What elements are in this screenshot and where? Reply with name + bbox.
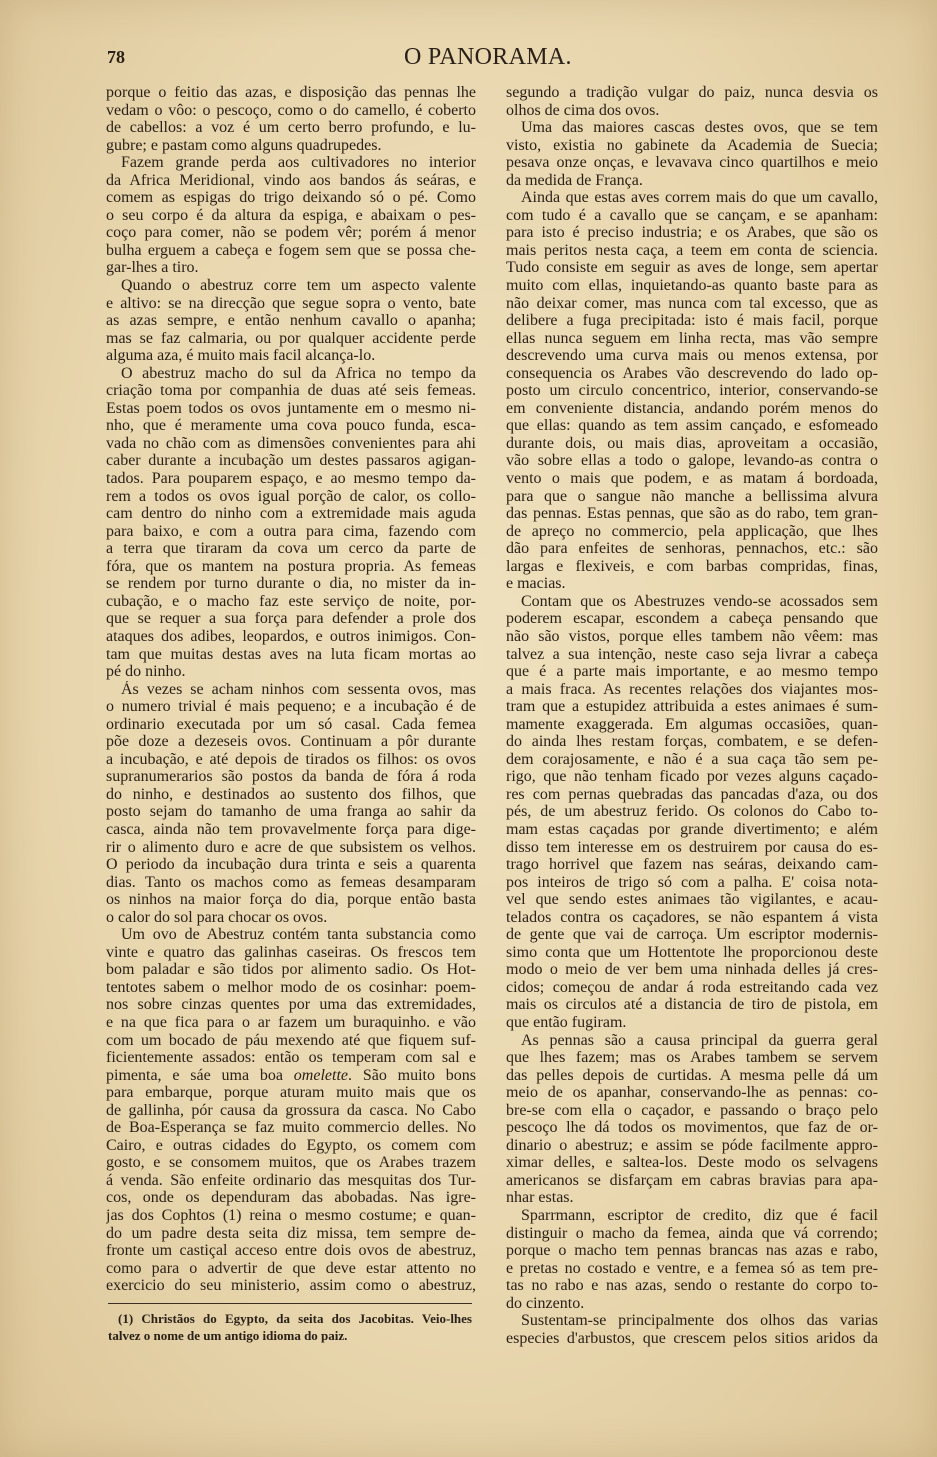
text-line: que então fugiram. (506, 1013, 627, 1031)
text-line: o seu corpo é da altura da espiga, e abaixam o pes- (106, 206, 476, 224)
footnote-rule (108, 1303, 472, 1304)
text-line: coço para comer, não se podem vêr; porém á menor (106, 224, 476, 242)
text-line: com tudo é a cavallo que se cançam, e se apanham: (506, 206, 878, 224)
text-line: da Africa Meridional, vindo aos bandos ás seáras, e (106, 171, 476, 189)
text-line: exercicio do seu ministerio, assim como o abestruz, (106, 1277, 476, 1295)
text-line: vel que sendo estes animaes tão vigilantes, e acau- (506, 891, 878, 909)
text-line: nhar estas. (506, 1189, 574, 1207)
text-line: mais os circulos até a distancia de tiro de pistola, em (506, 996, 878, 1014)
text-line: não são vistos, porque elles tambem não vêem: mas (506, 627, 878, 645)
text-line: não deixar comer, mas nunca com tal excesso, que as (506, 294, 878, 312)
text-line: dem corajosamente, e não é a sua caça tão sem pe- (506, 750, 878, 768)
text-line: cubação, e o macho faz este serviço de noite, por- (106, 592, 476, 610)
text-line: cidos; começou de andar á roda estreitando cada vez (506, 978, 878, 996)
text-line: bom paladar e são tidos por alimento sadio. Os Hot- (106, 961, 476, 979)
text-line: pé do ninho. (106, 663, 186, 681)
text-line: Fazem grande perda aos cultivadores no interior (121, 154, 476, 172)
text-run: pimenta, e sáe uma boa (106, 1066, 294, 1084)
text-line: cos, onde os dependuram das abobadas. Nas igre- (106, 1189, 476, 1207)
text-line: que se requer a sua força para defender a prole dos (106, 610, 476, 628)
text-line: pos inteiros de trigo só com a palha. E' coisa nota- (506, 873, 878, 891)
text-line: o numero trivial é mais pequeno; e a incubação é de (106, 698, 476, 716)
text-line: vinte e quatro das galinhas caseiras. Os frescos tem (106, 943, 476, 961)
text-line: Sparrmann, escriptor de credito, diz que é facil (521, 1207, 878, 1224)
text-line: de cabellos: a voz é um certo berro profundo, e lu- (106, 119, 476, 137)
text-line: mas se faz calmaria, ou por qualquer accidente perde (106, 329, 476, 347)
text-line: os ninhos na maior força do dia, porque então basta (106, 891, 476, 909)
text-line: descrevendo uma curva mais ou menos extensa, por (506, 347, 878, 365)
text-line: Estas poem todos os ovos juntamente em o mesmo ni- (106, 399, 476, 417)
text-line: põe doze a dezeseis ovos. Continuam a pôr durante (106, 733, 476, 751)
text-line: pescoço lhe dá todos os movimentos, que faz de or- (506, 1119, 878, 1137)
text-line: para baixo, e com a outra para cima, fazendo com (106, 522, 476, 540)
paragraph (506, 1207, 878, 1312)
text-line: do um padre desta seita diz missa, tem sempre de- (106, 1224, 476, 1242)
text-line (106, 1067, 476, 1085)
paragraph (506, 119, 878, 189)
text-line: ficientemente assados: então os temperam com sal e (106, 1049, 476, 1067)
text-line: Ainda que estas aves correm mais do que um cavallo, (521, 189, 878, 207)
text-line: Quando o abestruz corre tem um aspecto valente (121, 277, 476, 295)
text-line: comem as espigas do trigo deixando só o pé. Como (106, 189, 476, 207)
text-line: e altivo: se na direcção que segue sopra o vento, bate (106, 294, 476, 312)
text-line: Ás vezes se acham ninhos com sessenta ovos, mas (121, 680, 476, 698)
paragraph (106, 277, 476, 365)
text-line: dinario o abestruz; e assim se póde facilmente appro- (506, 1136, 878, 1154)
text-line: tentotes sabem o melhor modo de os cosinhar: poem- (106, 978, 476, 996)
text-line: vento o mais que podem, e as matam á bordoada, (506, 470, 878, 488)
text-line: o calor do sol para chocar os ovos. (106, 908, 328, 926)
text-line: em conveniente distancia, andando porém menos do (506, 399, 878, 417)
text-line: poderem escapar, escondem a cabeça pensando que (506, 610, 878, 628)
paragraph (106, 84, 476, 154)
text-line: O abestruz macho do sul da Africa no tempo da (121, 364, 476, 382)
text-line: do ainda lhes restam forças, combatem, e se defen- (506, 733, 878, 751)
text-line: gubre; e pastam como alguns quadrupedes. (106, 136, 382, 154)
text-line: vão sobre ellas a todo o galope, levando-as contra o (506, 452, 878, 470)
text-line: modo o meio de ver bem uma ninhada delles já cres- (506, 961, 878, 979)
right-column (506, 84, 878, 1347)
text-line: de gente que vai de carroça. Um escriptor modernis- (506, 926, 878, 944)
page-number: 78 (107, 47, 125, 67)
text-line: olhos de cima dos ovos. (506, 101, 660, 119)
text-line: que é a parte mais importante, e ao mesmo tempo (506, 663, 878, 681)
text-line: e macias. (506, 575, 566, 593)
text-line: para que o sangue não manche a bellissima alvura (506, 487, 878, 505)
text-line: dão para enfeites de senhoras, pennachos, etc.: são (506, 540, 878, 558)
text-line: das pelles depois de curtidas. A mesma pelle dá um (506, 1066, 878, 1084)
text-line: mamente exaggerada. Em algumas occasiões, quan- (506, 715, 878, 733)
text-line: para embarque, porque aturam muito mais que os (106, 1084, 476, 1102)
text-line: bre-se com ella o caçador, e passando o braço pelo (506, 1101, 878, 1119)
text-line: gosto, e se consomem muitos, que os Arabes trazem (106, 1154, 476, 1172)
text-run: . São muito bons (348, 1066, 476, 1084)
paragraph (506, 189, 878, 593)
text-line: cam dentro do ninho com a extremidade mais aguda (106, 505, 476, 523)
text-line: mais peritos nesta caça, a teem em conta de sciencia. (506, 241, 878, 259)
footnote-line: (1) Christãos do Egypto, da seita dos Jacobitas. Veio-lhes (118, 1311, 472, 1326)
text-line: da medida de França. (506, 171, 643, 189)
text-line: á venda. São enfeite ordinario das mesquitas dos Tur- (106, 1171, 476, 1189)
text-line: mam estas caçadas por grande divertimento; e além (506, 820, 878, 838)
text-line: visto, existia no gabinete da Academia de Suecia; (506, 136, 878, 154)
text-line: do ninho, e destinados ao sustento dos filhos, que (106, 785, 476, 803)
text-line: de gallinha, pór causa da grossura da casca. No Cabo (106, 1101, 476, 1119)
text-line: meio de os apanhar, conservando-lhe as pennas: co- (506, 1084, 878, 1102)
text-line: tam que muitas destas aves na luta ficam mortas ao (106, 645, 476, 663)
text-line: porque o macho tem pennas brancas nas azas e rabo, (506, 1242, 878, 1260)
text-line: que lhes fazem; mas os Arabes tambem se servem (506, 1049, 878, 1067)
text-line: a terra que tiraram da cova um cerco da parte de (106, 540, 476, 558)
text-line: a mais fraca. As recentes relações dos viajantes mos- (506, 680, 878, 698)
text-line: ximar delles, e saltea-los. Deste modo os selvagens (506, 1154, 878, 1172)
text-line: dias. Tanto os machos como as femeas desamparam (106, 873, 476, 891)
text-line: posto sejam do tamanho de uma franga ao sahir da (106, 803, 476, 821)
text-line: de apreço no commercio, pela applicação, que lhes (506, 522, 878, 540)
text-line: telados contra os caçadores, se não espantem á vista (506, 908, 878, 926)
text-line: posto um circulo concentrico, interior, conservando-se (506, 382, 878, 400)
text-line: fronte um castiçal acceso entre dois ovos de abestruz, (106, 1242, 476, 1260)
text-line: bulha erguem a cabeça e fogem sem que se possa che- (106, 241, 476, 259)
text-line: Tudo consiste em seguir as aves de longe, sem apertar (506, 259, 878, 277)
text-line: porque o feitio das azas, e disposição das pennas lhe (106, 84, 476, 101)
paragraph (106, 365, 476, 681)
text-line: O periodo da incubação dura trinta e seis a quarenta (106, 856, 476, 874)
text-line: para isto é preciso industria; e os Arabes, que são os (506, 224, 878, 242)
text-line: muito com ellas, inquietando-as quanto baste para as (506, 277, 878, 295)
text-line: Contam que os Abestruzes vendo-se acossados sem (521, 592, 878, 610)
italic-text: omelette (293, 1066, 348, 1084)
text-line: vedam o vôo: o pescoço, como o do camello, é coberto (106, 101, 476, 119)
text-line: caber durante a incubação um destes passaros agigan- (106, 452, 476, 470)
text-line: rem a todos os ovos igual porção de calor, os collo- (106, 487, 476, 505)
paragraph (106, 681, 476, 927)
paragraph (506, 84, 878, 119)
text-line: criação toma por companhia de duas até seis femeas. (106, 382, 476, 400)
text-line: pesava onze onças, e levavava cinco quartilhos e meio (506, 154, 878, 172)
footnote-line: talvez o nome de um antigo idioma do paiz. (108, 1328, 348, 1343)
paragraph (506, 1312, 878, 1347)
text-line: consequencia os Arabes vão descrevendo do lado op- (506, 364, 878, 382)
text-line: especies d'arbustos, que crescem pelos sitios aridos da (506, 1329, 878, 1347)
left-column (106, 84, 476, 1295)
text-line: das pennas. Estas pennas, que são as do rabo, tem gran- (506, 505, 878, 523)
text-line: disso tem interesse em os destruirem por causa do es- (506, 838, 878, 856)
paragraph (506, 593, 878, 1032)
text-line: que ellas: quando as tem assim cançado, e esfomeado (506, 417, 878, 435)
text-line: Cairo, e outras cidades do Egypto, os comem com (106, 1136, 476, 1154)
text-line: Uma das maiores cascas destes ovos, que se tem (521, 119, 878, 137)
text-line: talvez a sua intenção, neste caso seja livrar a cabeça (506, 645, 878, 663)
text-line: gar-lhes a tiro. (106, 259, 199, 277)
text-line: Um ovo de Abestruz contém tanta substancia como (121, 926, 476, 944)
text-line: As pennas são a causa principal da guerra geral (521, 1031, 878, 1049)
text-line: tram que a estupidez attribuida a estes animaes é sum- (506, 698, 878, 716)
text-line: fóra, que os mantem na postura propria. As femeas (106, 557, 476, 575)
text-line: res com pernas quebradas das pancadas d'aza, ou dos (506, 785, 878, 803)
text-line: segundo a tradição vulgar do paiz, nunca desvia os (506, 84, 878, 101)
text-line: tados. Para pouparem espaço, e ao mesmo tempo da- (106, 470, 476, 488)
text-line: ataques dos adibes, leopardos, e outros inimigos. Con- (106, 627, 476, 645)
text-line: nos sobre cinzas quentes por uma das extremidades, (106, 996, 476, 1014)
text-line: rigo, que não tenham ficado por vezes alguns caçado- (506, 768, 878, 786)
paragraph (106, 926, 476, 1294)
text-line: ellas nunca seguem em linha recta, mas vão sempre (506, 329, 878, 347)
text-line: supranumerarios são postos da banda de fóra á roda (106, 768, 476, 786)
text-line: trago horrivel que fazem nas seáras, deixando cam- (506, 856, 878, 874)
text-line: durante dois, ou mais dias, aproveitam a occasião, (506, 434, 878, 452)
text-line: rir o alimento duro e acre de que subsistem os velhos. (106, 838, 476, 856)
text-line: largas e flexiveis, e com barbas compridas, finas, (506, 557, 878, 575)
text-line: ordinario executada por um só casal. Cada femea (106, 715, 476, 733)
text-line: alguma aza, é muito mais facil alcança-lo. (106, 347, 376, 365)
text-line: nho, que é meramente uma cova pouco funda, esca- (106, 417, 476, 435)
paragraph (106, 154, 476, 277)
footnote (108, 1310, 472, 1344)
text-line: americanos se disfarçam em cabras bravias para apa- (506, 1171, 878, 1189)
text-line: pés, de um abestruz ferido. Os colonos do Cabo to- (506, 803, 878, 821)
text-line: de Boa-Esperança se faz muito commercio delles. No (106, 1119, 476, 1137)
text-line: e na que fica para o ar fazem um buraquinho. e vão (106, 1013, 476, 1031)
text-line: a incubação, e até depois de tirados os filhos: os ovos (106, 750, 476, 768)
text-line: como para o advertir de que deve estar attento no (106, 1259, 476, 1277)
text-line: e pretas no costado e ventre, e a femea só as tem pre- (506, 1259, 878, 1277)
text-line: delibere a fuga precipitada: isto é mais facil, porque (506, 312, 878, 330)
paragraph (506, 1032, 878, 1207)
text-line: com um bocado de páu mexendo até que fiquem suf- (106, 1031, 476, 1049)
text-line: jas dos Cophtos (1) reina o mesmo costume; e quan- (106, 1207, 476, 1224)
text-line: vada no chão com as dimensões convenientes para ahi (106, 434, 476, 452)
text-line: simo conta que um Hottentote lhe proporcionou deste (506, 943, 878, 961)
masthead-title: O PANORAMA. (404, 44, 572, 70)
text-line: as azas sempre, e então nenhum cavallo o apanha; (106, 312, 476, 330)
text-line: se rendem por turno durante o dia, no mister da in- (106, 575, 476, 593)
text-line: Sustentam-se principalmente dos olhos das varias (521, 1312, 878, 1330)
text-line: do cinzento. (506, 1294, 585, 1312)
text-line: distinguir o macho da femea, ainda que vá correndo; (506, 1224, 878, 1242)
text-line: tas no rabo e nas azas, sendo o restante do corpo to- (506, 1277, 878, 1295)
text-line: casca, ainda não tem provavelmente força para dige- (106, 820, 476, 838)
